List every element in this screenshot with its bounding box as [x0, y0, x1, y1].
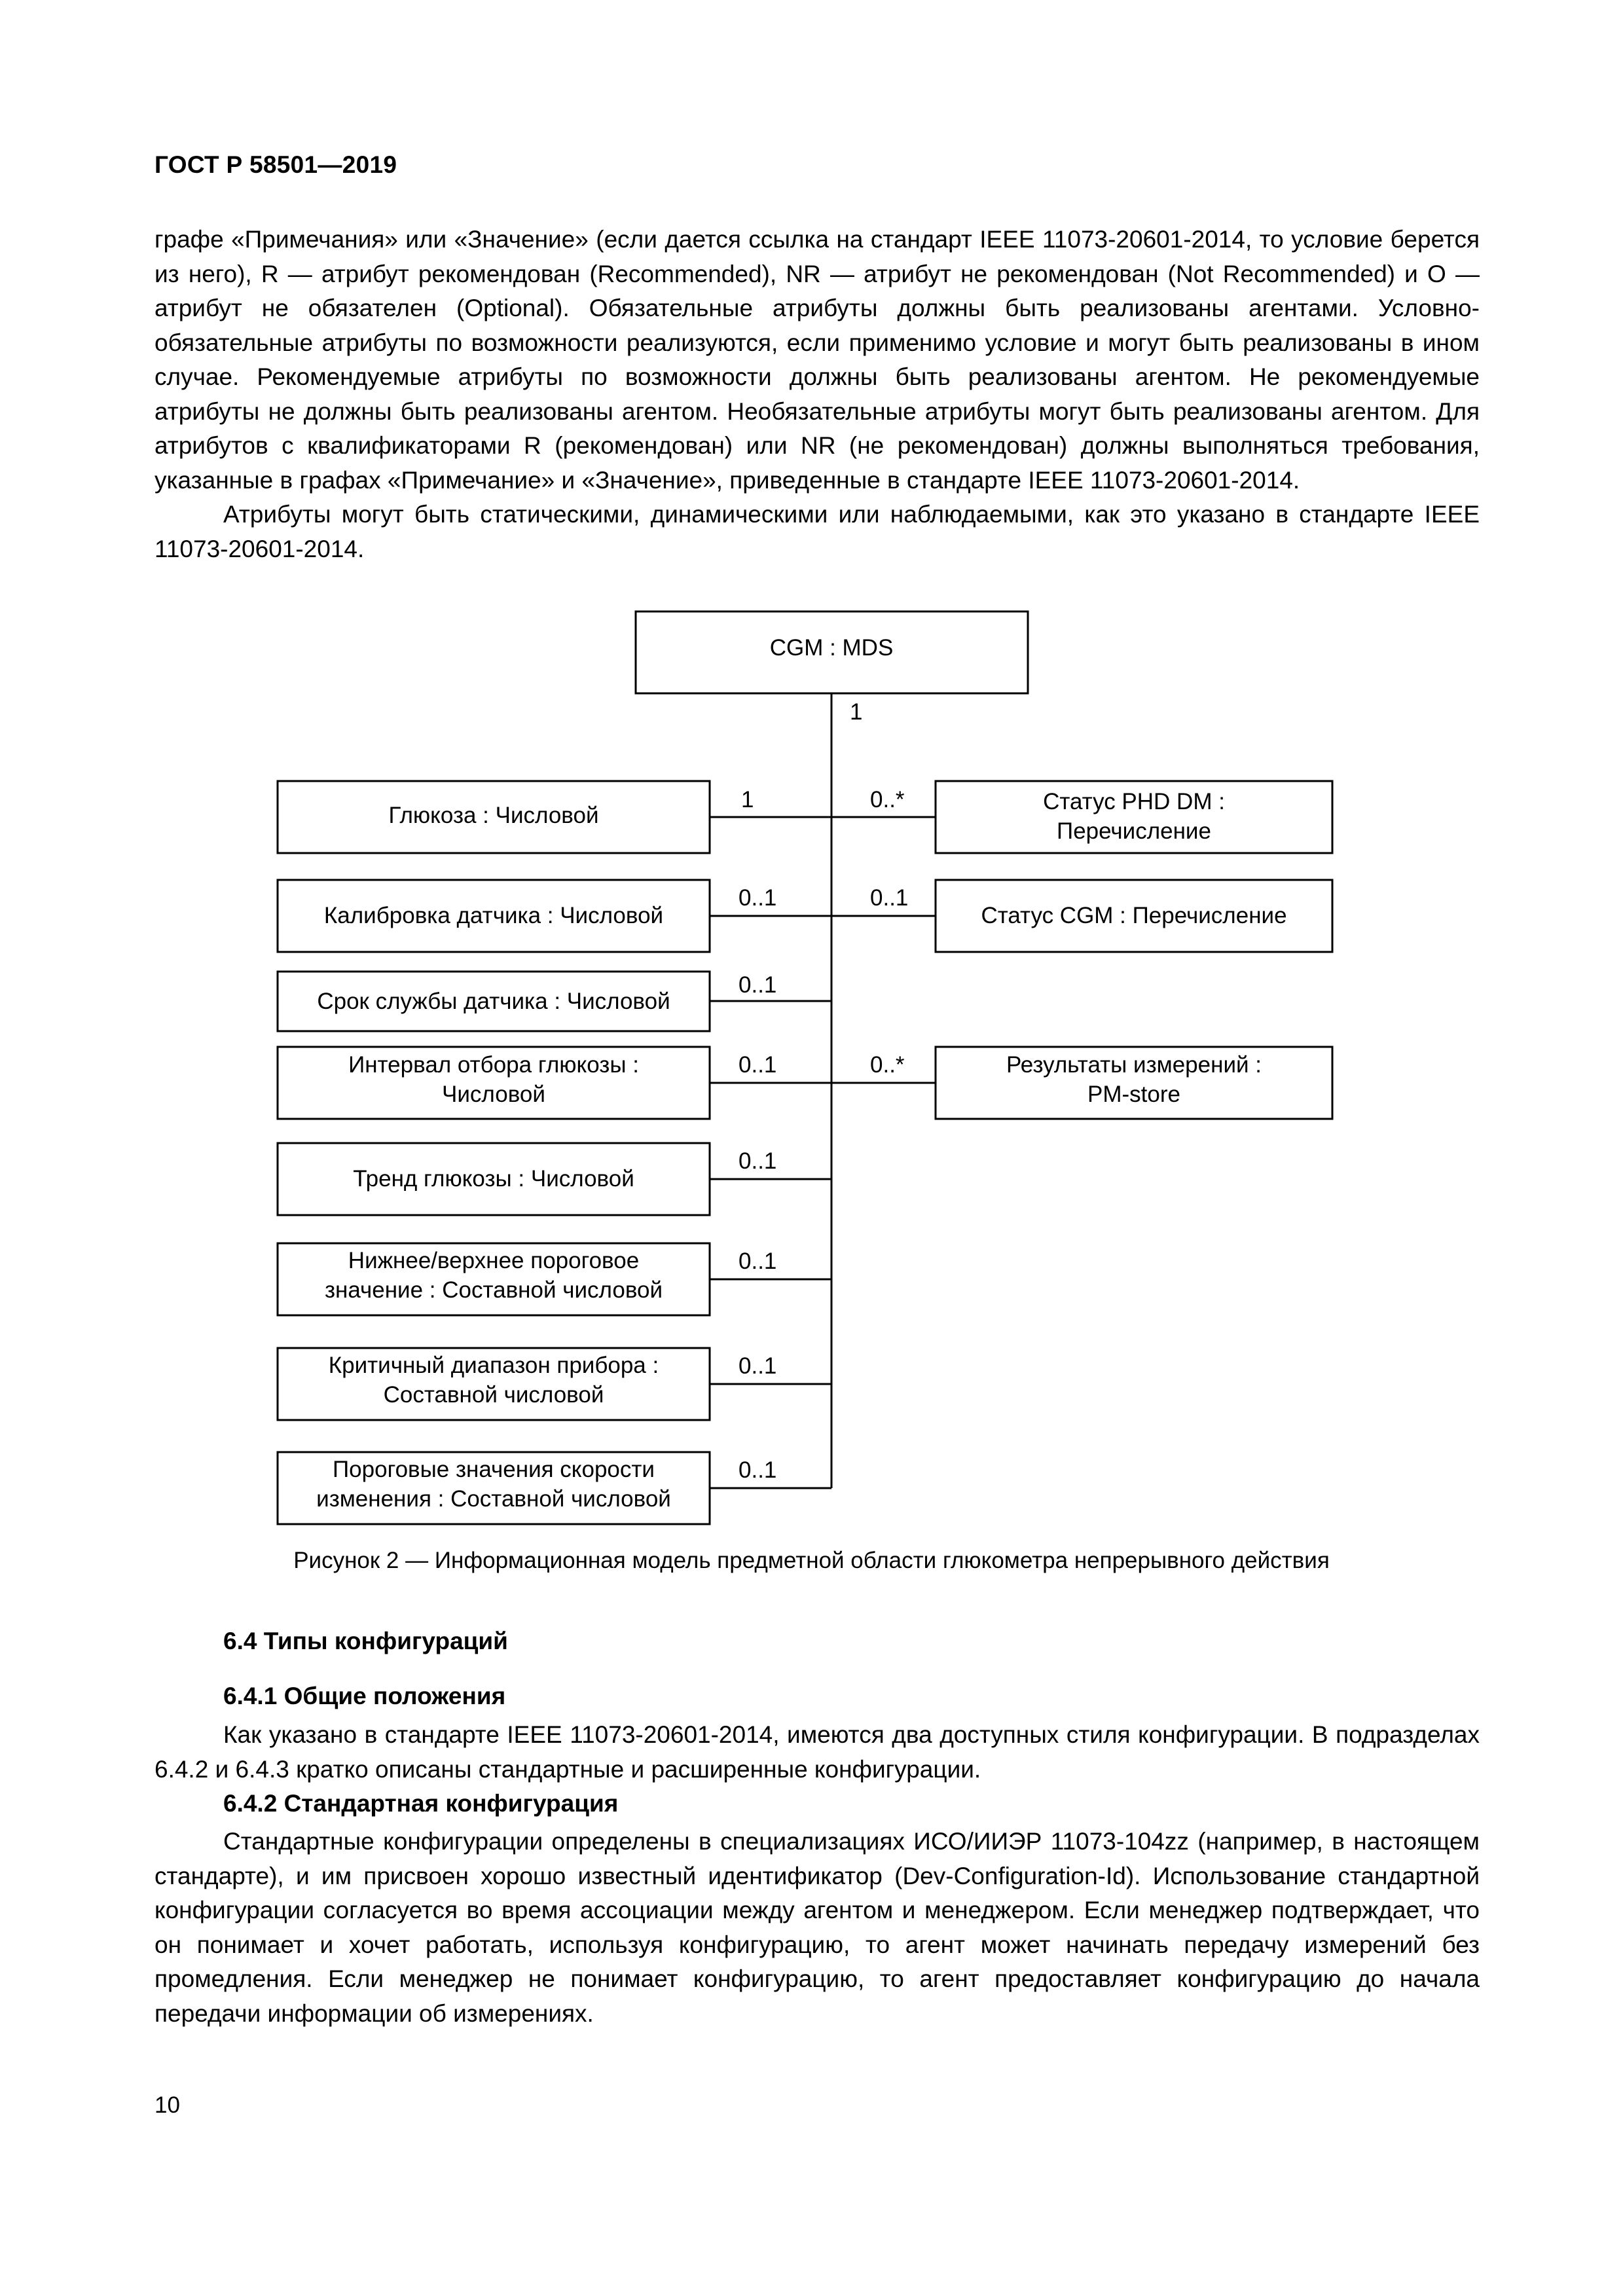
left-box-2-label: Калибровка датчика : Числовой [323, 903, 664, 928]
section-heading-6-4: 6.4 Типы конфигураций [223, 1628, 508, 1654]
left-box-4-label-line1: Интервал отбора глюкозы : [348, 1052, 639, 1078]
section-heading-6-4-2: 6.4.2 Стандартная конфигурация [223, 1790, 619, 1817]
section-heading-6-4-1: 6.4.1 Общие положения [223, 1683, 506, 1709]
left-multiplicity-6: 0..1 [739, 1248, 777, 1274]
right-box-1-label-line1: Статус PHD DM : [1043, 789, 1225, 814]
left-multiplicity-5: 0..1 [739, 1148, 777, 1174]
left-box-5-label: Тренд глюкозы : Числовой [353, 1166, 634, 1192]
root-label: CGM : MDS [769, 635, 894, 661]
section-6-4-2-paragraph: Стандартные конфигурации определены в специализациях ИСО/ИИЭР 11073-104zz (например, в настоящем стандарте), и им присвоен хорошо известный идентификатор (Dev-Configuration-Id). Использование стандартной конфигурации согласуется во время ассоциации между агентом и менеджером. Если менеджер подтверждает, что он понимает и хочет работать, используя конфигурацию, то агент может начинать передачу измерений без промедления. Если менеджер не понимает конфигурацию, то агент предоставляет конфигурацию до начала передачи информации об измерениях. [155, 1828, 1480, 2027]
left-box-7-label-line1: Критичный диапазон прибора : [328, 1353, 659, 1378]
left-multiplicity-1: 1 [741, 787, 754, 812]
right-multiplicity-3: 0..* [870, 1052, 905, 1078]
left-box-6-label-line2: значение : Составной числовой [324, 1277, 663, 1303]
figure-caption: Рисунок 2 — Информационная модель предметной области глюкометра непрерывного действия [293, 1548, 1330, 1573]
left-box-8-label-line1: Пороговые значения скорости [333, 1457, 655, 1482]
document-header: ГОСТ Р 58501—2019 [155, 151, 397, 178]
right-multiplicity-1: 0..* [870, 787, 905, 812]
right-multiplicity-2: 0..1 [870, 885, 909, 911]
left-box-1-label: Глюкоза : Числовой [388, 803, 599, 828]
right-box-2-label: Статус CGM : Перечисление [981, 903, 1287, 928]
right-box-3-label-line2: PM-store [1087, 1082, 1180, 1107]
left-box-4-label-line2: Числовой [442, 1082, 545, 1107]
right-box-1-label-line2: Перечисление [1057, 818, 1211, 844]
left-multiplicity-2: 0..1 [739, 885, 777, 911]
intro-paragraph-2: Атрибуты могут быть статическими, динамическими или наблюдаемыми, как это указано в стандарте IEEE 11073-20601-2014. [155, 501, 1480, 562]
left-multiplicity-8: 0..1 [739, 1457, 777, 1483]
left-box-8-label-line2: изменения : Составной числовой [316, 1486, 671, 1512]
left-multiplicity-7: 0..1 [739, 1353, 777, 1379]
intro-paragraph-1: графе «Примечания» или «Значение» (если дается ссылка на стандарт IEEE 11073-20601-2014, то условие берется из него), R — атрибут рекомендован (Recommended), NR — атрибут не рекомендован (Not Recommended) и O — атрибут не обязателен (Optional). Обязательные атрибуты должны быть реализованы агентами. Условно-обязательные атрибуты по возможности реализуются, если применимо условие и могут быть реализованы в ином случае. Рекомендуемые атрибуты по возможности должны быть реализованы агентом. Не рекомендуемые атрибуты не должны быть реализованы агентом. Необязательные атрибуты могут быть реализованы агентом. Для атрибутов с квалификаторами R (рекомендован) или NR (не рекомендован) должны выполняться требования, указанные в графах «Примечание» и «Значение», приведенные в стандарте IEEE 11073-20601-2014. [155, 226, 1480, 494]
left-multiplicity-3: 0..1 [739, 972, 777, 998]
left-box-6-label-line1: Нижнее/верхнее пороговое [348, 1248, 640, 1273]
root-multiplicity: 1 [850, 699, 863, 725]
right-box-3-label-line1: Результаты измерений : [1006, 1052, 1262, 1078]
left-box-7-label-line2: Составной числовой [383, 1382, 604, 1408]
left-box-3-label: Срок службы датчика : Числовой [317, 989, 670, 1014]
page-number: 10 [155, 2092, 180, 2118]
left-multiplicity-4: 0..1 [739, 1052, 777, 1078]
section-6-4-1-paragraph: Как указано в стандарте IEEE 11073-20601-2014, имеются два доступных стиля конфигурации. В подразделах 6.4.2 и 6.4.3 кратко описаны стандартные и расширенные конфигурации. [155, 1721, 1480, 1783]
section-6-4-2-text [155, 1825, 1480, 2031]
section-6-4-1-text [155, 1718, 1480, 1787]
